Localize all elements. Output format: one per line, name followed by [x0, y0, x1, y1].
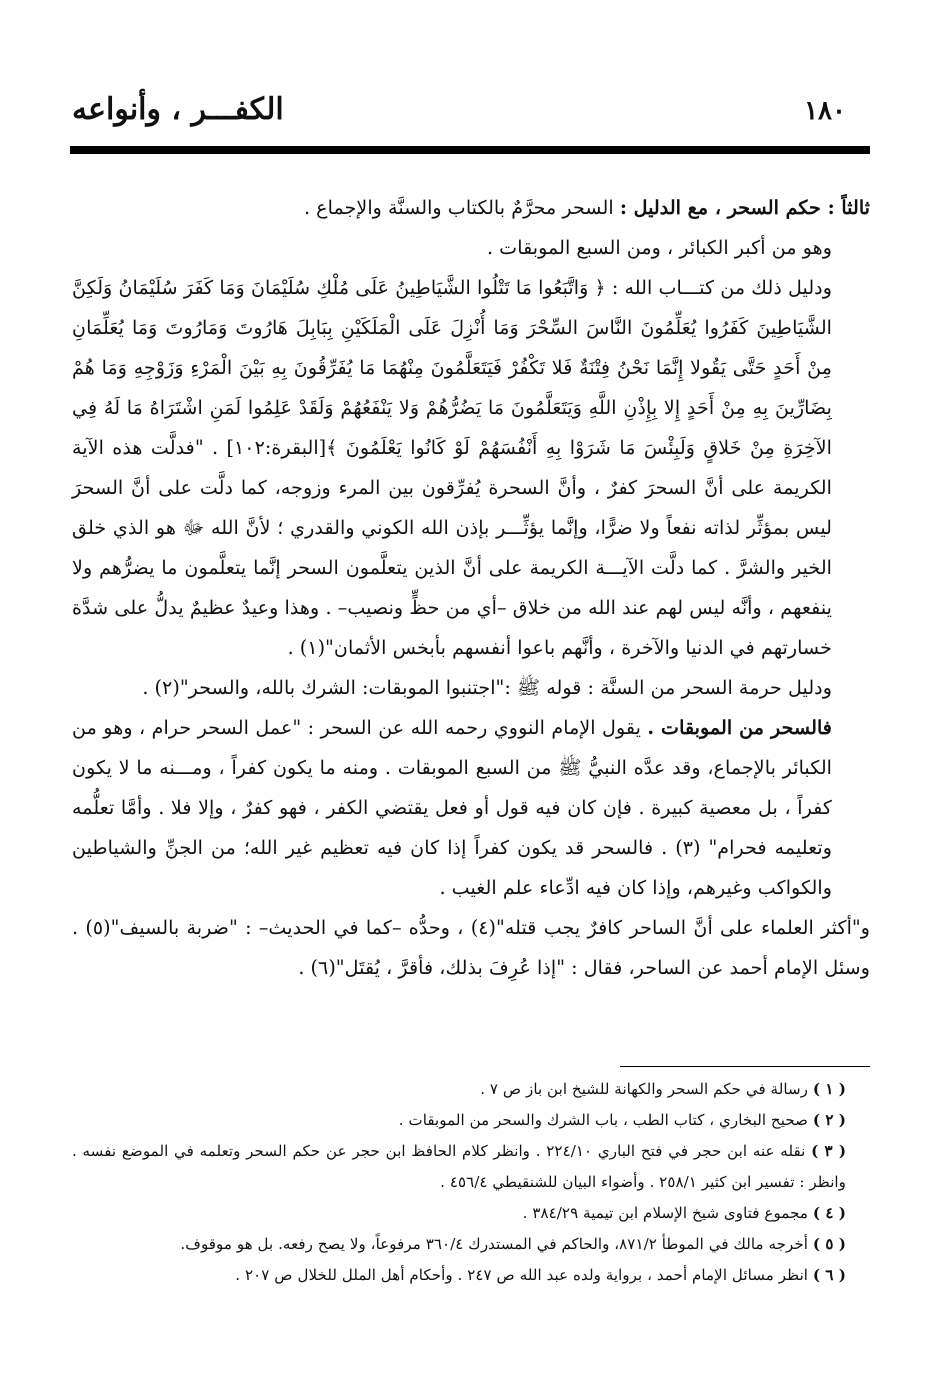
footnote-number: ( ٣ )	[811, 1142, 847, 1160]
footnote	[72, 1105, 846, 1136]
paragraph-quran-evidence	[72, 268, 870, 668]
paragraph-text: ودليل ذلك من كتـــاب الله : ﴿ وَاتَّبَعُوا مَا تَتْلُوا الشَّيَاطِينُ عَلَى مُلْكِ سُلَيْمَانَ وَمَا كَفَرَ سُلَيْمَانُ وَلَكِنَّ الشَّيَاطِينَ كَفَرُوا يُعَلِّمُونَ النَّاسَ السِّحْرَ وَمَا أُنْزِلَ عَلَى الْمَلَكَيْنِ بِبَابِلَ هَارُوتَ وَمَارُوتَ وَمَا يُعَلِّمَانِ مِنْ أَحَدٍ حَتَّى يَقُولا إِنَّمَا نَحْنُ فِتْنَةٌ فَلا تَكْفُرْ فَيَتَعَلَّمُونَ مِنْهُمَا مَا يُفَرِّقُونَ بِهِ بَيْنَ الْمَرْءِ وَزَوْجِهِ وَمَا هُمْ بِضَارِّينَ بِهِ مِنْ أَحَدٍ إِلا بِإِذْنِ اللَّهِ وَيَتَعَلَّمُونَ مَا يَضُرُّهُمْ وَلا يَنْفَعُهُمْ وَلَقَدْ عَلِمُوا لَمَنِ اشْتَرَاهُ مَا لَهُ فِي الآخِرَةِ مِنْ خَلاقٍ وَلَبِئْسَ مَا شَرَوْا بِهِ أَنْفُسَهُمْ لَوْ كَانُوا يَعْلَمُونَ ﴾[البقرة:١٠٢] . "فدلَّت هذه الآية الكريمة على أنَّ السحرَ كفرٌ ، وأنَّ السحرة يُفرِّقون بين المرء وزوجه، كما دلَّت على أنَّ السحرَ ليس بمؤثِّر لذاته نفعاً ولا ضرًّا، وإنَّما يؤثِّـــر بإذن الله الكوني والقدري ؛ لأنَّ الله ﷻ هو الذي خلق الخير والشرَّ . كما دلَّت الآيـــة الكريمة على أنَّ الذين يتعلَّمون السحر إنَّما يتعلَّمون ما يضرُّهم ولا ينفعهم ، وأنَّه ليس لهم عند الله من خلاق –أي من حظٍّ ونصيب– . وهذا وعيدٌ عظيمٌ يدلُّ على شدَّة خسارتهم في الدنيا والآخرة ، وأنَّهم باعوا أنفسهم بأبخس الأثمان"(١) .	[72, 276, 833, 659]
footnote	[72, 1136, 846, 1198]
main-text	[72, 188, 870, 988]
paragraph-punishment	[72, 908, 870, 988]
footnote-number: ( ٢ )	[812, 1111, 846, 1129]
footnote-text: مجموع فتاوى شيخ الإسلام ابن تيمية ٣٨٤/٢٩ .	[522, 1204, 809, 1222]
paragraph-text: و"أكثر العلماء على أنَّ الساحر كافرٌ يجب قتله"(٤) ، وحدُّه –كما في الحديث– : "ضربة بالسيف"(٥) . وسئل الإمام أحمد عن الساحر، فقال : "إذا عُرِفَ بذلك، فأقرَّ ، يُقتَل"(٦) .	[72, 916, 870, 979]
footnote-rule	[620, 1066, 870, 1067]
paragraph-text: يقول الإمام النووي رحمه الله عن السحر : "عمل السحر حرام ، وهو من الكبائر بالإجماع، وقد عدَّه النبيُّ ﷺ من السبع الموبقات . ومنه ما يكون كفراً ، ومـــنه ما لا يكون كفراً ، بل معصية كبيرة . فإن كان فيه قول أو فعل يقتضي الكفر ، فهو كفرٌ ، وإلا فلا . وأمَّا تعلُّمه وتعليمه فحرام" (٣) . فالسحر قد يكون كفراً إذا كان فيه تعظيم غير الله؛ من الجنِّ والشياطين والكواكب وغيرهم، وإذا كان فيه ادِّعاء علم الغيب .	[72, 716, 833, 899]
footnote	[72, 1260, 846, 1291]
footnotes	[72, 1074, 846, 1291]
footnote-number: ( ٤ )	[812, 1204, 846, 1222]
footnote-number: ( ٥ )	[812, 1235, 846, 1253]
page-number: ١٨٠	[804, 96, 846, 126]
section-heading: ثالثاً : حكم السحر ، مع الدليل :	[619, 196, 870, 219]
footnote	[72, 1229, 846, 1260]
paragraph-lead: فالسحر من الموبقات .	[647, 716, 832, 739]
paragraph-ruling	[72, 188, 870, 228]
footnote-number: ( ١ )	[812, 1080, 846, 1098]
footnote	[72, 1198, 846, 1229]
footnote-text: انظر مسائل الإمام أحمد ، برواية ولده عبد الله ص ٢٤٧ . وأحكام أهل الملل للخلال ص ٢٠٧ .	[235, 1266, 809, 1284]
footnote-text: رسالة في حكم السحر والكهانة للشيخ ابن باز ص ٧ .	[480, 1080, 809, 1098]
footnote	[72, 1074, 846, 1105]
footnote-text: نقله عنه ابن حجر في فتح الباري ٢٢٤/١٠ . وانظر كلام الحافظ ابن حجر عن حكم السحر وتعلمه في الموضع نفسه . وانظر : تفسير ابن كثير ٢٥٨/١ . وأضواء البيان للشنقيطي ٤٥٦/٤ .	[72, 1142, 846, 1191]
paragraph-nawawi-quote	[72, 708, 870, 908]
header-rule	[70, 146, 870, 154]
paragraph-sunnah-evidence	[72, 668, 870, 708]
running-header-title: الكفـــر ، وأنواعه	[72, 92, 284, 127]
footnote-text: صحيح البخاري ، كتاب الطب ، باب الشرك والسحر من الموبقات .	[398, 1111, 809, 1129]
paragraph-major-sins	[72, 228, 870, 268]
paragraph-text: ودليل حرمة السحر من السنَّة : قوله ﷺ :"اجتنبوا الموبقات: الشرك بالله، والسحر"(٢) .	[142, 676, 832, 699]
paragraph-text: السحر محرَّمٌ بالكتاب والسنَّة والإجماع .	[303, 196, 620, 219]
paragraph-text: وهو من أكبر الكبائر ، ومن السبع الموبقات .	[486, 236, 832, 259]
footnote-number: ( ٦ )	[812, 1266, 846, 1284]
footnote-text: أخرجه مالك في الموطأ ٨٧١/٢، والحاكم في المستدرك ٣٦٠/٤ مرفوعاً، ولا يصح رفعه. بل هو موقوف.	[180, 1235, 809, 1253]
